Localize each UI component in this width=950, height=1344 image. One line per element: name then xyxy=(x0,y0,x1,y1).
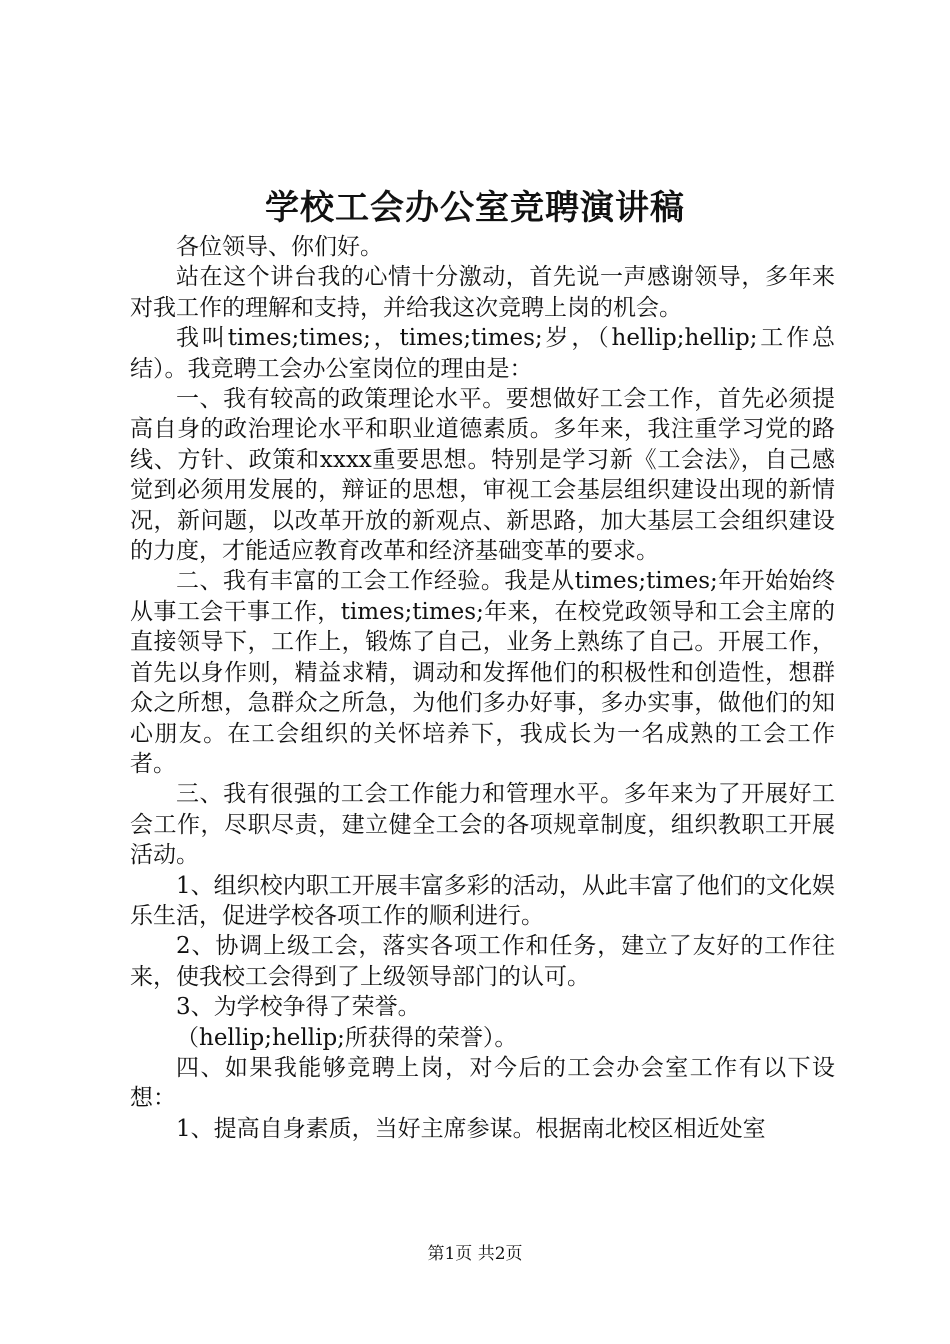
paragraph-plans: 四、如果我能够竞聘上岗，对今后的工会办会室工作有以下设想： xyxy=(130,1054,835,1112)
paragraph-item-1: 1、组织校内职工开展丰富多彩的活动，从此丰富了他们的文化娱乐生活，促进学校各项工作的顺利进行。 xyxy=(130,872,835,929)
paragraph-plan-1: 1、提高自身素质，当好主席参谋。根据南北校区相近处室 xyxy=(176,1115,766,1142)
paragraph-intro: 我叫times;times;，times;times;岁，（hellip;hellip;工作总结）。我竞聘工会办公室岗位的理由是： xyxy=(130,325,835,382)
document-title: 学校工会办公室竞聘演讲稿 xyxy=(265,188,685,228)
paragraph-item-2: 2、协调上级工会，落实各项工作和任务，建立了友好的工作往来，使我校工会得到了上级领导部门的认可。 xyxy=(130,933,835,990)
paragraph-reason-1: 一、我有较高的政策理论水平。要想做好工会工作，首先必须提高自身的政治理论水平和职业道德素质。多年来，我注重学习党的路线、方针、政策和xxxx重要思想。特别是学习新《工会法》，自己感觉到必须用发展的，辩证的思想，审视工会基层组织建设出现的新情况，新问题，以改革开放的新观点、新思路，加大基层工会组织建设的力度，才能适应教育改革和经济基础变革的要求。 xyxy=(130,386,835,565)
paragraph-reason-3: 三、我有很强的工会工作能力和管理水平。多年来为了开展好工会工作，尽职尽责，建立健全工会的各项规章制度，组织教职工开展活动。 xyxy=(130,781,835,869)
paragraph-thanks: 站在这个讲台我的心情十分激动，首先说一声感谢领导，多年来对我工作的理解和支持，并给我这次竞聘上岗的机会。 xyxy=(130,264,835,321)
paragraph-item-3: 3、为学校争得了荣誉。 xyxy=(176,994,421,1021)
paragraph-greeting: 各位领导、你们好。 xyxy=(176,234,383,260)
paragraph-honors: （hellip;hellip;所获得的荣誉）。 xyxy=(176,1024,518,1051)
document-body xyxy=(130,232,835,1144)
page-number-footer: 第1页 共2页 xyxy=(427,1244,523,1264)
paragraph-reason-2: 二、我有丰富的工会工作经验。我是从times;times;年开始始终从事工会干事工作，times;times;年来，在校党政领导和工会主席的直接领导下，工作上，锻炼了自己，业务上熟练了自己。开展工作，首先以身作则，精益求精，调动和发挥他们的积极性和创造性，想群众之所想，急群众之所急，为他们多办好事，多办实事，做他们的知心朋友。在工会组织的关怀培养下，我成长为一名成熟的工会工作者。 xyxy=(130,568,835,777)
